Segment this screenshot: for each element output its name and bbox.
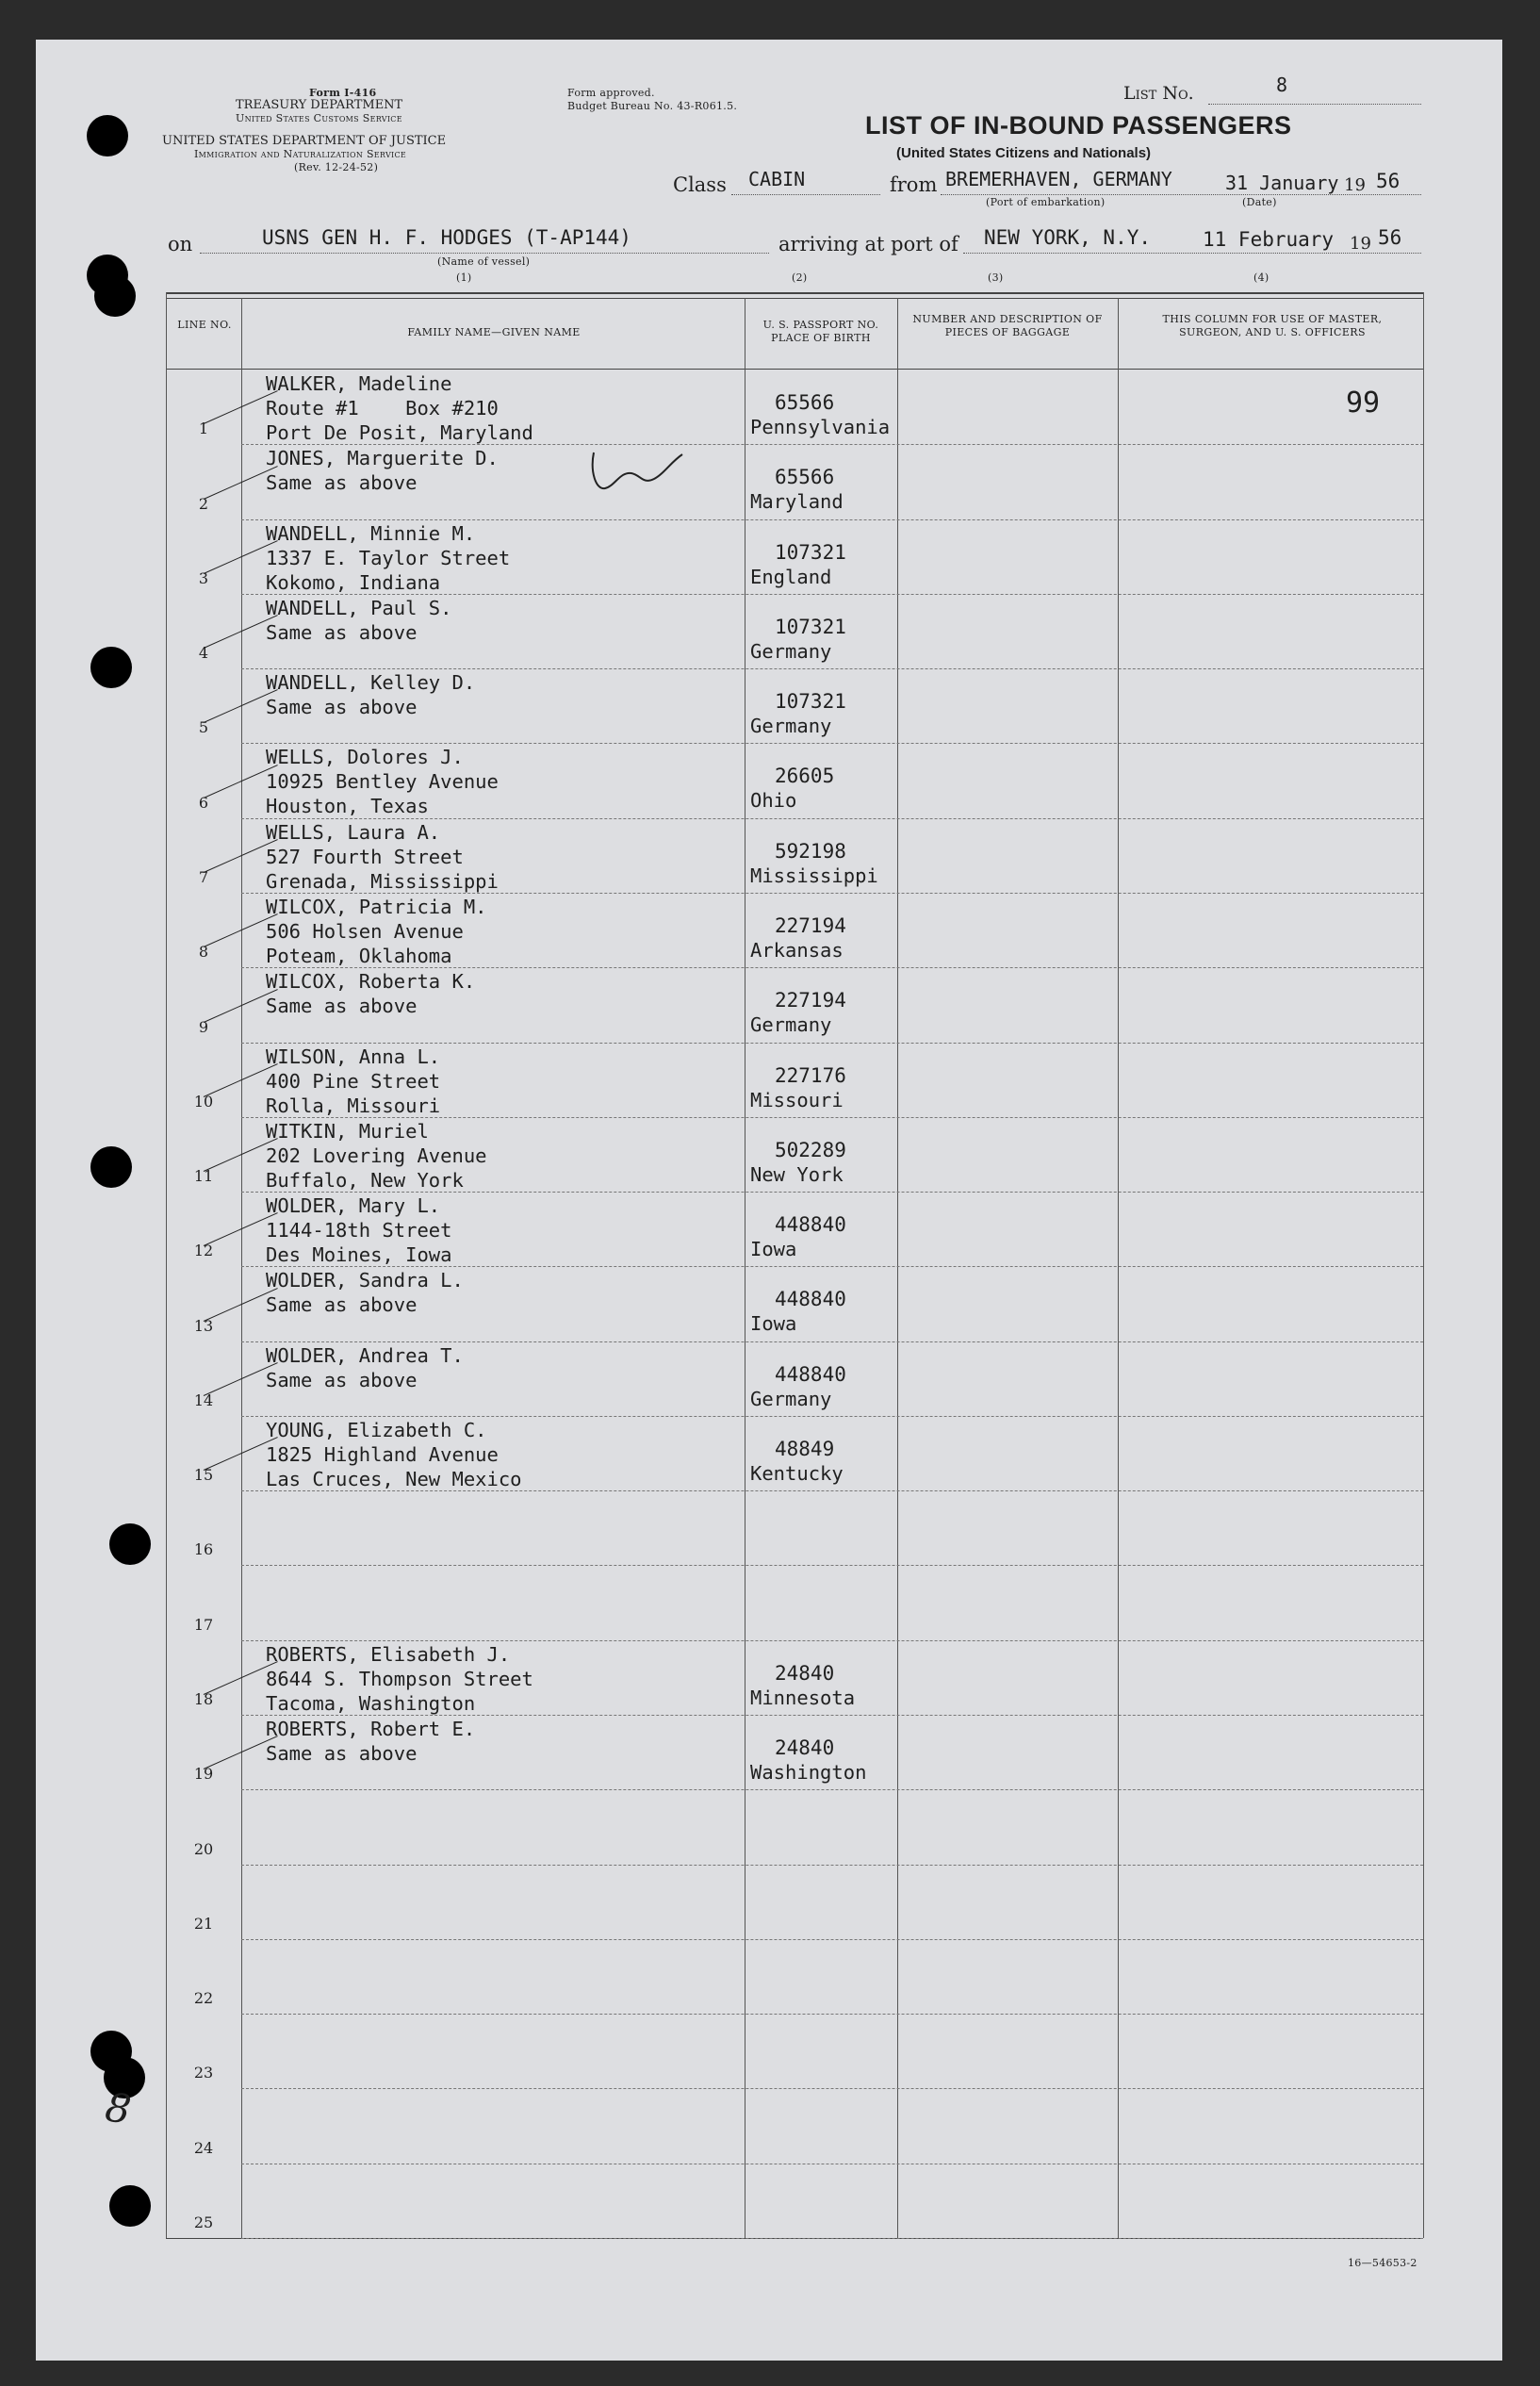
handwritten-scribble-icon: [586, 443, 690, 500]
list-no-label: List No.: [1123, 83, 1194, 104]
place-of-birth: Missouri: [750, 1088, 844, 1111]
manifest-page: [36, 40, 1502, 2361]
embarkation-date: 31 January: [1225, 172, 1339, 194]
class-value: CABIN: [748, 168, 806, 190]
place-of-birth: Arkansas: [750, 938, 844, 962]
form-approved: Form approved.: [567, 87, 655, 99]
line-number: 15: [193, 1466, 214, 1485]
passenger-name-address: JONES, Marguerite D. Same as above: [266, 447, 499, 495]
passport-number: 227194: [775, 989, 846, 1012]
header-officers: THIS COLUMN FOR USE OF MASTER, SURGEON, AND U. S. OFFICERS: [1162, 313, 1383, 338]
row-divider: [241, 1341, 1423, 1342]
line-number: 14: [193, 1390, 214, 1409]
from-label: from: [890, 173, 938, 196]
margin-mark: 8: [102, 2083, 135, 2133]
place-of-birth: New York: [750, 1162, 844, 1186]
vessel-caption: (Name of vessel): [437, 255, 531, 268]
ins-service: Immigration and Naturalization Service: [194, 148, 407, 160]
place-of-birth: Germany: [750, 1013, 832, 1037]
line-number: 22: [193, 1989, 214, 2008]
form-number: Form I-416: [309, 87, 377, 99]
line-number: 7: [198, 867, 209, 886]
line-number: 9: [198, 1017, 209, 1036]
customs-service: United States Customs Service: [236, 112, 402, 124]
passenger-name-address: WALKER, Madeline Route #1 Box #210 Port De Posit, Maryland: [266, 372, 533, 444]
passenger-name-address: WOLDER, Sandra L. Same as above: [266, 1269, 464, 1317]
class-label: Class: [673, 173, 727, 196]
line-number: 4: [198, 644, 209, 663]
passport-number: 592198: [775, 839, 846, 863]
header-baggage: NUMBER AND DESCRIPTION OF PIECES OF BAGGAGE: [912, 313, 1103, 338]
col-number-2: (2): [792, 272, 808, 284]
passenger-name-address: WELLS, Dolores J. 10925 Bentley Avenue Houston, Texas: [266, 746, 499, 818]
on-label: on: [168, 233, 193, 255]
page-title: LIST OF IN-BOUND PASSENGERS: [865, 111, 1292, 140]
line-number: 12: [193, 1242, 214, 1260]
line-number: 17: [193, 1615, 214, 1634]
budget-bureau: Budget Bureau No. 43-R061.5.: [567, 100, 738, 112]
place-of-birth: Kentucky: [750, 1461, 844, 1485]
row-divider: [241, 1865, 1423, 1866]
passport-number: 502289: [775, 1138, 846, 1161]
passport-number: 48849: [775, 1437, 835, 1460]
header-name: FAMILY NAME—GIVEN NAME: [407, 326, 581, 338]
line-number: 24: [193, 2138, 214, 2157]
place-of-birth: Iowa: [750, 1312, 797, 1336]
passenger-name-address: WANDELL, Kelley D. Same as above: [266, 671, 476, 719]
embarkation-year: 56: [1376, 170, 1401, 192]
passenger-name-address: WELLS, Laura A. 527 Fourth Street Grenada, Mississippi: [266, 820, 499, 893]
row-divider: [241, 1565, 1423, 1566]
officer-note: 99: [1346, 387, 1381, 420]
passport-number: 65566: [775, 391, 835, 414]
line-number: 3: [198, 568, 209, 587]
passport-number: 448840: [775, 1288, 846, 1311]
row-divider: [241, 1043, 1423, 1044]
row-divider: [241, 1939, 1423, 1940]
passenger-name-address: WILCOX, Roberta K. Same as above: [266, 970, 476, 1018]
row-divider: [241, 519, 1423, 520]
line-number: 5: [198, 718, 209, 737]
passport-number: 107321: [775, 690, 846, 714]
line-number: 2: [198, 494, 209, 513]
place-of-birth: Pennsylvania: [750, 416, 891, 438]
line-number: 23: [193, 2064, 214, 2082]
line-number: 6: [198, 793, 209, 812]
passport-number: 448840: [775, 1362, 846, 1386]
passport-number: 24840: [775, 1736, 835, 1760]
passenger-name-address: WILSON, Anna L. 400 Pine Street Rolla, Missouri: [266, 1045, 441, 1117]
header-passport: U. S. PASSPORT NO. PLACE OF BIRTH: [762, 319, 879, 344]
line-number: 13: [193, 1316, 214, 1335]
row-divider: [241, 1640, 1423, 1641]
line-number: 20: [193, 1839, 214, 1858]
row-divider: [241, 668, 1423, 669]
line-number: 16: [193, 1540, 214, 1559]
place-of-birth: Ohio: [750, 789, 797, 813]
row-divider: [241, 1789, 1423, 1790]
passport-number: 448840: [775, 1213, 846, 1237]
passenger-name-address: WITKIN, Muriel 202 Lovering Avenue Buffalo, New York: [266, 1119, 487, 1192]
col-number-1: (1): [456, 272, 472, 284]
punch-hole: [109, 1523, 151, 1565]
line-number: 10: [193, 1092, 214, 1111]
page-subtitle: (United States Citizens and Nationals): [896, 145, 1152, 161]
passenger-name-address: WOLDER, Andrea T. Same as above: [266, 1343, 464, 1391]
row-divider: [241, 1416, 1423, 1417]
line-number: 19: [193, 1765, 214, 1784]
arrival-year-prefix: 19: [1350, 234, 1371, 254]
passenger-name-address: ROBERTS, Elisabeth J. 8644 S. Thompson Street Tacoma, Washington: [266, 1642, 533, 1715]
punch-hole: [94, 275, 136, 317]
embarkation-port: BREMERHAVEN, GERMANY: [945, 168, 1172, 190]
passport-number: 65566: [775, 466, 835, 489]
row-divider: [241, 2014, 1423, 2015]
list-no-value: 8: [1276, 74, 1288, 96]
treasury-dept: TREASURY DEPARTMENT: [236, 98, 403, 112]
arriving-label: arriving at port of: [778, 233, 958, 255]
row-divider: [241, 2088, 1423, 2089]
place-of-birth: Mississippi: [750, 864, 878, 887]
place-of-birth: England: [750, 565, 832, 588]
passenger-name-address: WANDELL, Minnie M. 1337 E. Taylor Street Kokomo, Indiana: [266, 521, 511, 594]
row-divider: [241, 2238, 1423, 2239]
place-of-birth: Germany: [750, 639, 832, 663]
arrival-port: NEW YORK, N.Y.: [984, 226, 1152, 249]
punch-hole: [87, 115, 128, 156]
punch-hole: [90, 647, 132, 688]
place-of-birth: Germany: [750, 1387, 832, 1410]
port-embark-caption: (Port of embarkation): [986, 196, 1106, 208]
line-number: 25: [193, 2213, 214, 2231]
header-line-no: LINE NO.: [177, 319, 232, 331]
line-number: 8: [198, 943, 209, 962]
form-revision: (Rev. 12-24-52): [294, 161, 379, 173]
passenger-name-address: WOLDER, Mary L. 1144-18th Street Des Moines, Iowa: [266, 1194, 452, 1267]
justice-dept: UNITED STATES DEPARTMENT OF JUSTICE: [162, 134, 447, 148]
passport-number: 107321: [775, 540, 846, 564]
col-number-3: (3): [988, 272, 1004, 284]
date-caption: (Date): [1242, 196, 1277, 208]
place-of-birth: Iowa: [750, 1238, 797, 1261]
passport-number: 227194: [775, 913, 846, 937]
passenger-name-address: ROBERTS, Robert E. Same as above: [266, 1718, 476, 1766]
row-divider: [241, 743, 1423, 744]
passport-number: 26605: [775, 765, 835, 788]
footer-code: 16—54653-2: [1348, 2257, 1417, 2269]
line-number: 21: [193, 1914, 214, 1933]
arrival-year: 56: [1378, 226, 1402, 249]
arrival-date: 11 February: [1203, 228, 1335, 251]
line-number: 18: [193, 1690, 214, 1709]
passport-number: 107321: [775, 615, 846, 638]
place-of-birth: Minnesota: [750, 1686, 856, 1709]
passenger-name-address: WILCOX, Patricia M. 506 Holsen Avenue Poteam, Oklahoma: [266, 895, 487, 967]
line-number: 11: [193, 1167, 214, 1186]
punch-hole: [90, 1146, 132, 1188]
col-number-4: (4): [1253, 272, 1270, 284]
embarkation-year-prefix: 19: [1344, 175, 1366, 195]
passenger-name-address: WANDELL, Paul S. Same as above: [266, 596, 452, 644]
passport-number: 227176: [775, 1063, 846, 1087]
vessel-name: USNS GEN H. F. HODGES (T-AP144): [262, 226, 631, 249]
place-of-birth: Washington: [750, 1761, 867, 1785]
passport-number: 24840: [775, 1661, 835, 1685]
punch-hole: [109, 2185, 151, 2227]
line-number: 1: [198, 420, 209, 438]
place-of-birth: Maryland: [750, 490, 844, 514]
passenger-name-address: YOUNG, Elizabeth C. 1825 Highland Avenue Las Cruces, New Mexico: [266, 1418, 522, 1490]
place-of-birth: Germany: [750, 715, 832, 738]
